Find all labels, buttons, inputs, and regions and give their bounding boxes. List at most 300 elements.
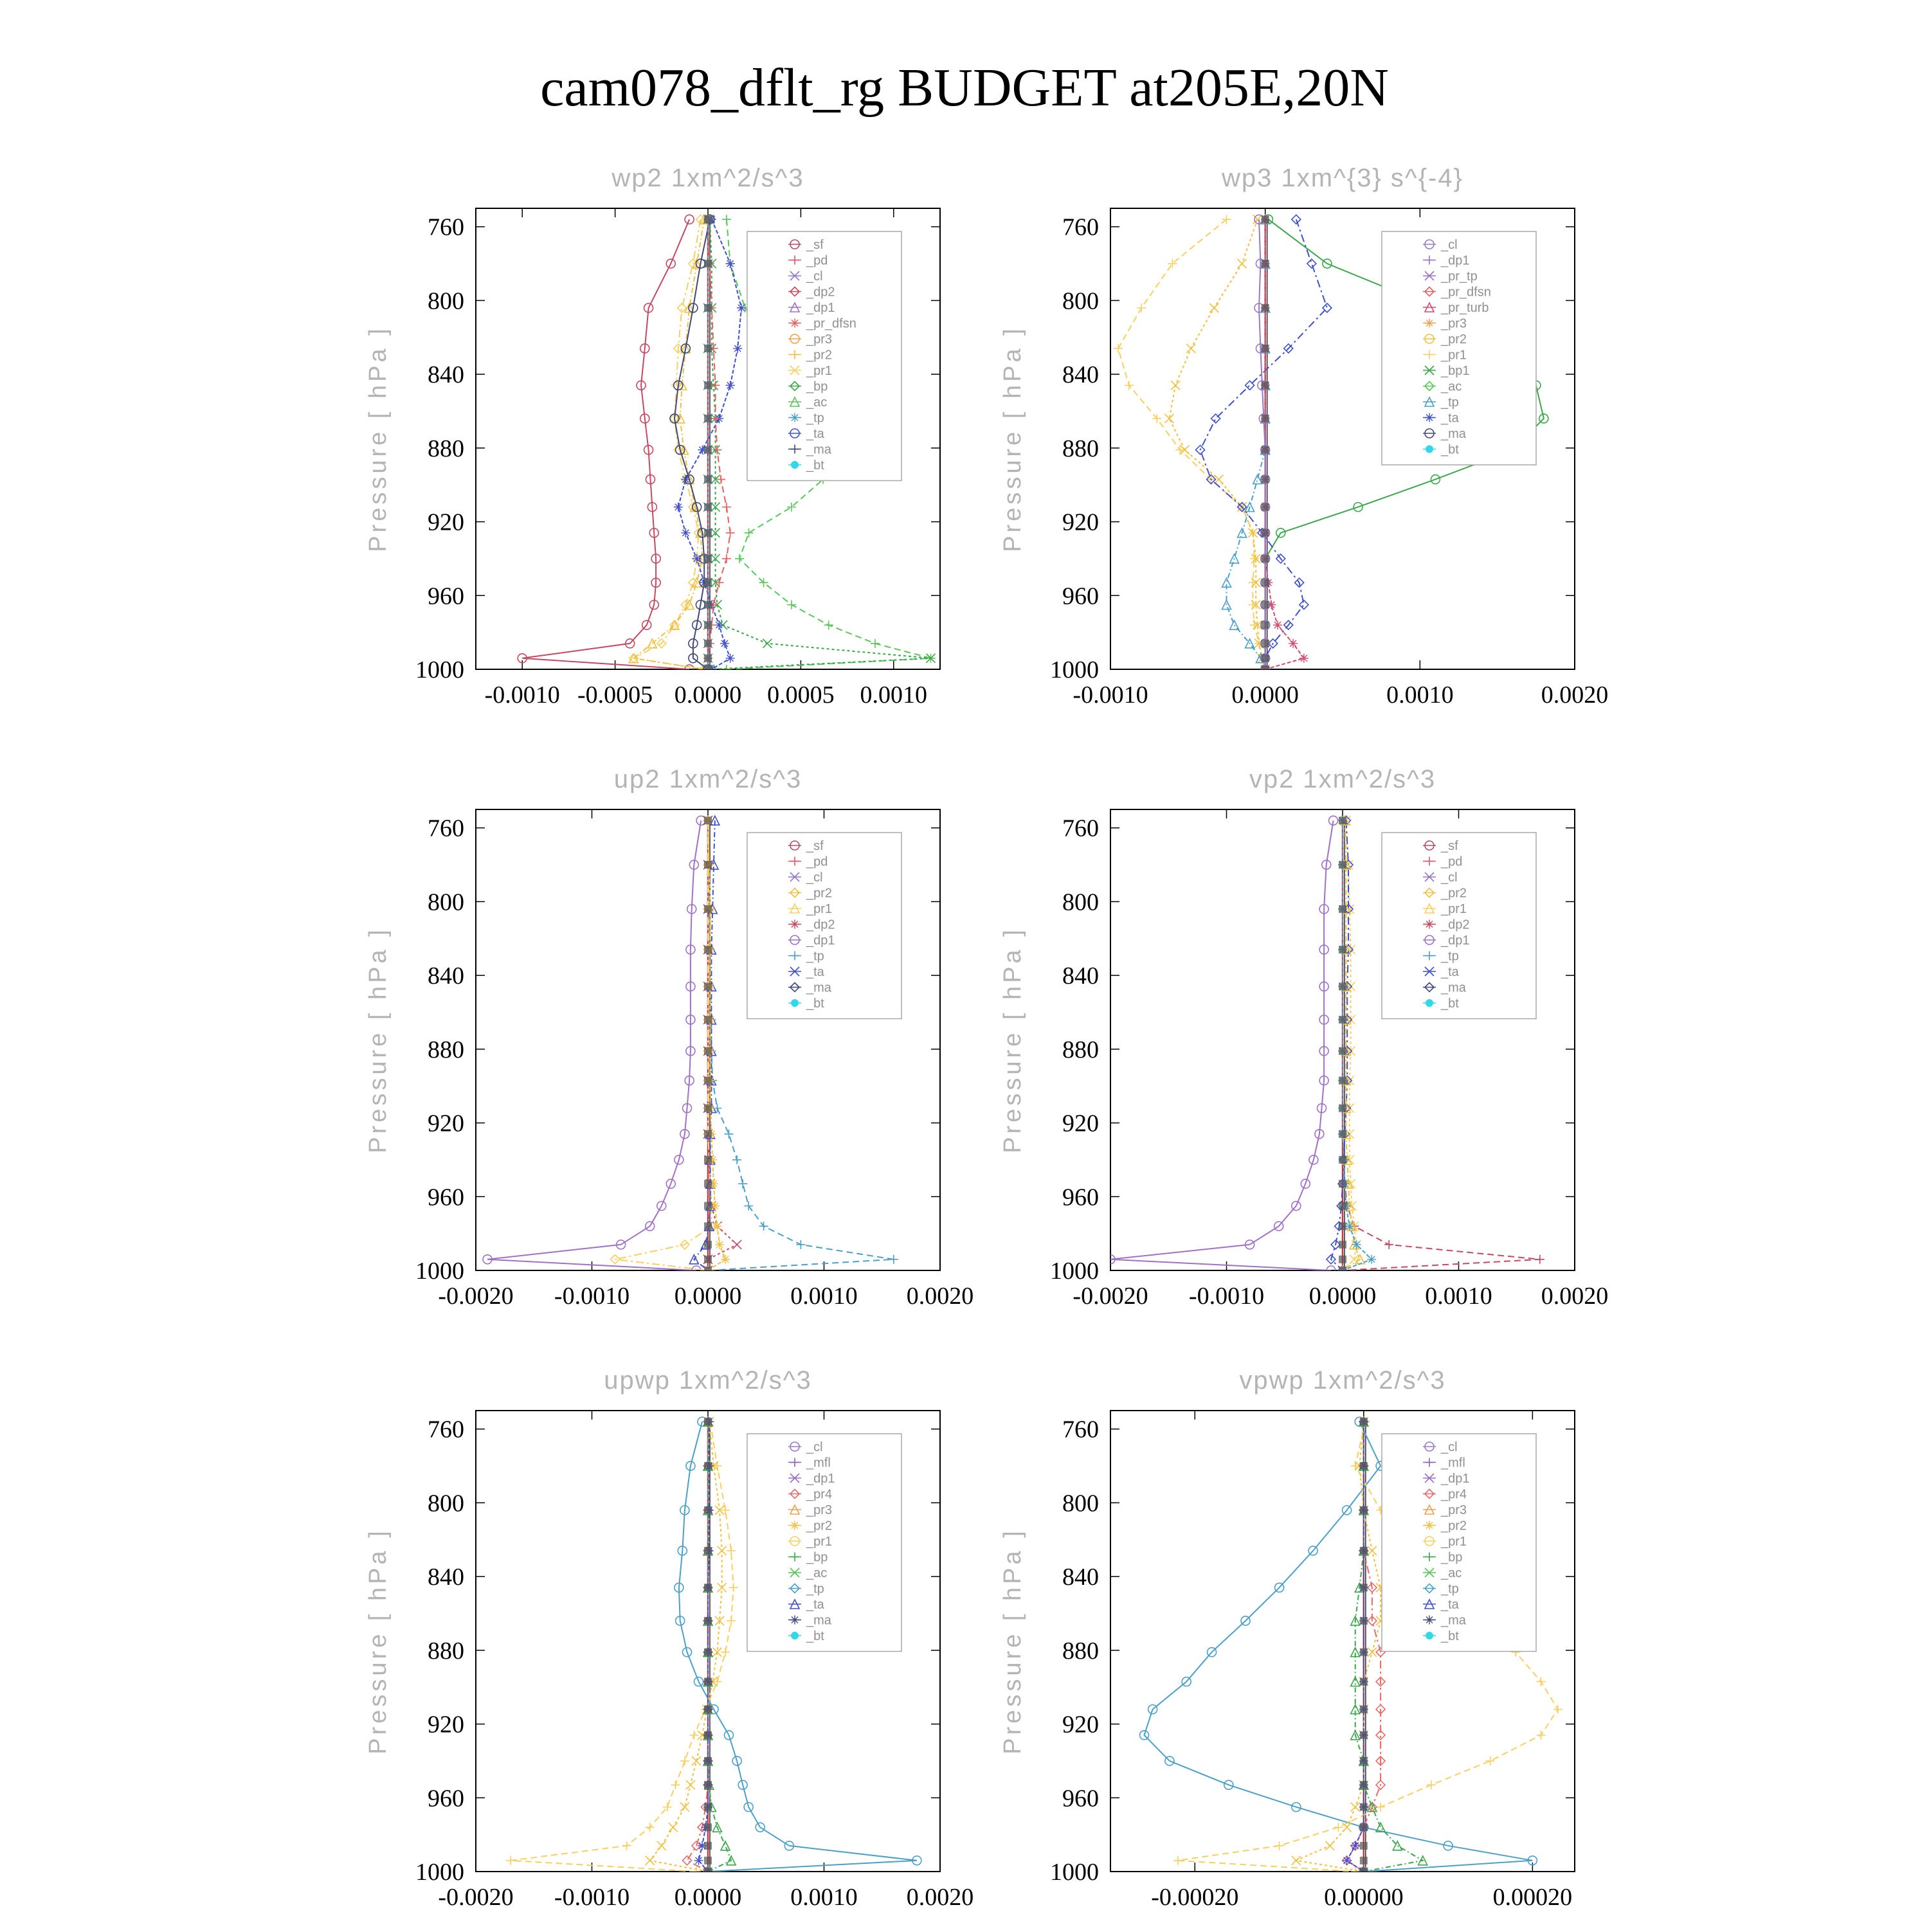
y-tick-label: 800: [1062, 1490, 1099, 1517]
stacked-zero-marker: [704, 476, 712, 483]
data-point-ta: [737, 303, 746, 312]
y-tick-label: 880: [1062, 1036, 1099, 1063]
y-tick-label: 760: [428, 213, 464, 241]
data-point-ta: [694, 1856, 703, 1865]
panel-title: wp3 1xm^{3} s^{-4}: [1222, 164, 1463, 192]
x-tick-label: 0.0010: [790, 1283, 858, 1310]
legend-marker: [790, 1521, 799, 1530]
data-point-dp2: [1535, 1255, 1544, 1264]
legend-entry: _tp: [1441, 1582, 1459, 1596]
series-line-pr1: [1118, 219, 1265, 669]
data-point-pr1: [671, 1780, 680, 1789]
data-point-pr_dfsn: [722, 503, 731, 512]
stacked-zero-marker: [1262, 640, 1269, 647]
y-tick-label: 880: [1062, 1637, 1099, 1665]
data-point-pr1: [692, 1867, 701, 1876]
stacked-zero-marker: [1360, 1781, 1368, 1789]
data-point-pr1: [622, 1841, 631, 1850]
data-point-pr_turb: [1289, 639, 1298, 648]
stacked-zero-marker: [1360, 1584, 1368, 1591]
y-tick-label: 920: [428, 509, 464, 536]
panel-title: vpwp 1xm^2/s^3: [1239, 1366, 1446, 1395]
legend-marker: [1426, 1632, 1433, 1639]
y-tick-label: 880: [1062, 435, 1099, 462]
y-tick-label: 760: [428, 815, 464, 842]
data-point-pr2: [712, 1222, 721, 1231]
data-point-pr1: [1275, 1841, 1284, 1850]
legend-entry: _bt: [1441, 997, 1459, 1011]
data-point-pr1: [689, 1731, 698, 1740]
legend-marker: [1425, 413, 1434, 422]
stacked-zero-marker: [1262, 665, 1269, 673]
y-axis-label: Pressure [ hPa ]: [365, 325, 392, 552]
stacked-zero-marker: [704, 304, 712, 312]
stacked-zero-marker: [1262, 381, 1269, 389]
stacked-zero-marker: [704, 1077, 712, 1085]
stacked-zero-marker: [704, 1757, 712, 1765]
stacked-zero-marker: [704, 982, 712, 990]
legend-entry: _ac: [1441, 379, 1462, 394]
stacked-zero-marker: [1339, 1180, 1346, 1187]
legend-entry: _pr2: [1441, 1519, 1467, 1533]
legend-entry: _bp1: [1441, 364, 1470, 378]
y-axis-label: Pressure [ hPa ]: [365, 926, 392, 1153]
x-tick-label: -0.0020: [438, 1884, 514, 1911]
stacked-zero-marker: [704, 861, 712, 869]
legend-entry: _ta: [806, 965, 824, 979]
y-tick-label: 800: [428, 287, 464, 315]
legend-entry: _pr3: [806, 1503, 833, 1517]
data-point-pr1: [727, 1546, 736, 1555]
series-line-pr1: [634, 219, 705, 669]
stacked-zero-marker: [704, 345, 712, 352]
stacked-zero-marker: [1360, 1757, 1368, 1765]
stacked-zero-marker: [704, 1617, 712, 1625]
legend-entry: _bt: [1441, 1629, 1459, 1643]
legend-marker: [790, 920, 799, 929]
stacked-zero-marker: [704, 946, 712, 953]
legend-marker: [790, 413, 799, 422]
data-point-pr1: [1427, 1780, 1436, 1789]
x-tick-label: -0.0005: [577, 682, 653, 709]
legend-entry: _dp1: [806, 301, 835, 315]
data-point-ta: [1351, 1841, 1360, 1850]
data-point-ta: [1300, 600, 1309, 609]
stacked-zero-marker: [704, 1506, 712, 1514]
legend-entry: _dp2: [806, 917, 835, 932]
panel-6: [999, 1366, 1575, 1911]
stacked-zero-marker: [704, 1267, 712, 1274]
stacked-zero-marker: [704, 1047, 712, 1055]
panel-1: [365, 164, 940, 709]
stacked-zero-marker: [1339, 905, 1346, 913]
data-point-pr1: [721, 1648, 730, 1657]
legend-entry: _dp1: [1441, 253, 1470, 268]
legend-entry: _pr3: [1441, 316, 1467, 331]
legend-entry: _pr1: [1441, 1535, 1467, 1549]
stacked-zero-marker: [1339, 1241, 1346, 1249]
legend-entry: _mfl: [806, 1456, 831, 1470]
panel-5: [365, 1366, 974, 1911]
stacked-zero-marker: [1339, 946, 1346, 953]
y-tick-label: 960: [1062, 582, 1099, 610]
data-point-pr1: [680, 1756, 689, 1765]
legend-entry: _ac: [806, 395, 828, 410]
legend-entry: _pr4: [806, 1487, 833, 1502]
data-point-ac: [722, 665, 731, 674]
data-point-pr2: [680, 1803, 689, 1812]
x-tick-label: -0.00020: [1151, 1884, 1239, 1911]
series-line-dp2: [522, 219, 689, 669]
stacked-zero-marker: [1360, 1462, 1368, 1470]
panel-3: [365, 765, 974, 1310]
y-tick-label: 840: [1062, 361, 1099, 389]
data-point-ac: [735, 554, 744, 563]
x-tick-label: 0.0000: [1309, 1283, 1377, 1310]
data-point-ac: [745, 528, 754, 537]
data-point-pr2: [1368, 1648, 1377, 1657]
data-point-bp: [721, 1841, 730, 1850]
stacked-zero-marker: [1360, 1617, 1368, 1625]
data-point-pr2: [646, 1856, 655, 1865]
stacked-zero-marker: [1360, 1418, 1368, 1425]
stacked-zero-marker: [704, 503, 712, 511]
stacked-zero-marker: [704, 621, 712, 629]
legend-entry: _tp: [806, 949, 824, 964]
stacked-zero-marker: [704, 1584, 712, 1591]
legend-entry: _ma: [1441, 980, 1466, 995]
panel-4: [999, 765, 1608, 1310]
data-point-pr2: [657, 1841, 666, 1850]
legend-entry: _pr3: [806, 332, 833, 347]
data-point-pr2: [715, 1240, 724, 1249]
x-tick-label: 0.0010: [790, 1884, 858, 1911]
y-tick-label: 1000: [1050, 1258, 1099, 1285]
stacked-zero-marker: [1262, 655, 1269, 662]
legend-entry: _ma: [806, 980, 831, 995]
legend-entry: _ta: [1441, 411, 1459, 426]
data-point-ta: [674, 503, 683, 512]
data-point-pr1: [646, 1823, 655, 1832]
stacked-zero-marker: [1360, 1731, 1368, 1739]
x-tick-label: -0.0010: [554, 1884, 630, 1911]
stacked-zero-marker: [1360, 1678, 1368, 1686]
stacked-zero-marker: [704, 1241, 712, 1249]
data-point-pr1: [1351, 1461, 1360, 1470]
legend-entry: _ma: [1441, 1613, 1466, 1628]
legend-entry: _tp: [1441, 395, 1459, 410]
data-point-pr2: [686, 1780, 695, 1789]
stacked-zero-marker: [704, 1016, 712, 1024]
y-tick-label: 920: [1062, 1711, 1099, 1738]
stacked-zero-marker: [704, 215, 712, 223]
data-point-pr1: [1536, 1731, 1545, 1740]
legend-entry: _sf: [1441, 839, 1458, 853]
x-tick-label: 0.0000: [1231, 682, 1299, 709]
data-point-tp: [732, 1155, 741, 1164]
stacked-zero-marker: [1360, 1842, 1368, 1850]
legend-entry: _cl: [1441, 238, 1458, 252]
data-point-pr_turb: [1300, 654, 1309, 663]
x-tick-label: 0.0020: [906, 1283, 974, 1310]
data-point-pr2: [1325, 1841, 1334, 1850]
legend-entry: _ta: [806, 427, 824, 441]
legend-marker: [791, 999, 799, 1007]
y-axis-label: Pressure [ hPa ]: [365, 1528, 392, 1755]
legend-marker: [791, 1632, 799, 1639]
x-tick-label: 0.0020: [1541, 1283, 1609, 1310]
legend-entry: _cl: [806, 269, 823, 284]
stacked-zero-marker: [1360, 1648, 1368, 1656]
data-point-pr1: [1125, 381, 1134, 390]
stacked-zero-marker: [704, 1105, 712, 1112]
x-tick-label: 0.0010: [1386, 682, 1454, 709]
stacked-zero-marker: [1339, 1077, 1346, 1085]
y-axis-label: Pressure [ hPa ]: [999, 1528, 1026, 1755]
data-point-tp: [796, 1240, 805, 1249]
data-point-dp2: [685, 215, 694, 224]
stacked-zero-marker: [704, 905, 712, 913]
stacked-zero-marker: [704, 665, 712, 673]
data-point-ta: [681, 528, 690, 537]
data-point-dp2: [1384, 1240, 1393, 1249]
legend-entry: _cl: [806, 871, 823, 885]
stacked-zero-marker: [704, 446, 712, 454]
data-point-ac: [787, 600, 796, 609]
legend-entry: _dp1: [1441, 1472, 1470, 1486]
y-tick-label: 960: [1062, 1184, 1099, 1211]
stacked-zero-marker: [704, 1648, 712, 1656]
stacked-zero-marker: [704, 817, 712, 824]
legend-entry: _ma: [806, 442, 831, 457]
stacked-zero-marker: [704, 1462, 712, 1470]
legend-entry: _ac: [1441, 1566, 1462, 1580]
stacked-zero-marker: [704, 1868, 712, 1875]
data-point-tp: [738, 1179, 747, 1188]
y-tick-label: 1000: [415, 1258, 464, 1285]
legend-entry: _pr_turb: [1441, 301, 1489, 315]
data-point-pr1: [1250, 554, 1259, 563]
data-point-pr2: [718, 1546, 727, 1555]
y-tick-label: 880: [428, 435, 464, 462]
legend-entry: _pr2: [1441, 886, 1467, 901]
series-line-pr2: [1170, 219, 1265, 669]
x-tick-label: 0.0000: [674, 682, 742, 709]
legend-marker: [1425, 920, 1434, 929]
data-point-pr2: [1343, 1823, 1352, 1832]
y-tick-label: 760: [428, 1416, 464, 1443]
legend-entry: _ta: [806, 1598, 824, 1612]
x-tick-label: -0.0020: [438, 1283, 514, 1310]
stacked-zero-marker: [704, 1678, 712, 1686]
stacked-zero-marker: [1339, 1267, 1346, 1274]
stacked-zero-marker: [704, 1130, 712, 1138]
data-point-pr1: [1536, 1677, 1545, 1686]
x-tick-label: -0.0010: [554, 1283, 630, 1310]
data-point-ta: [726, 381, 735, 390]
stacked-zero-marker: [704, 381, 712, 389]
data-point-pr2: [1171, 381, 1180, 390]
legend-marker: [1426, 446, 1433, 453]
data-point-ta: [1307, 259, 1316, 268]
x-tick-label: 0.0010: [860, 682, 928, 709]
stacked-zero-marker: [1262, 304, 1269, 312]
x-tick-label: 0.00000: [1324, 1884, 1404, 1911]
stacked-zero-marker: [704, 1706, 712, 1713]
data-point-ac: [871, 639, 880, 648]
y-tick-label: 800: [428, 889, 464, 916]
stacked-zero-marker: [704, 1547, 712, 1555]
series-line-pr1: [511, 1422, 734, 1872]
stacked-zero-marker: [704, 579, 712, 586]
data-point-tp: [889, 1255, 898, 1264]
y-tick-label: 920: [428, 1110, 464, 1137]
data-point-ta: [726, 259, 735, 268]
data-point-pr1: [506, 1856, 515, 1865]
stacked-zero-marker: [704, 1156, 712, 1164]
data-point-pr_dfsn: [726, 528, 735, 537]
data-point-pr2: [1186, 344, 1195, 353]
y-axis-label: Pressure [ hPa ]: [999, 926, 1026, 1153]
y-tick-label: 800: [428, 1490, 464, 1517]
y-tick-label: 960: [428, 1785, 464, 1812]
y-tick-label: 960: [428, 1184, 464, 1211]
stacked-zero-marker: [704, 640, 712, 647]
y-tick-label: 800: [1062, 889, 1099, 916]
legend-marker: [1426, 999, 1433, 1007]
stacked-zero-marker: [1339, 982, 1346, 990]
stacked-zero-marker: [704, 1731, 712, 1739]
legend-entry: _pr4: [1441, 1487, 1467, 1502]
legend-entry: _pr1: [1441, 902, 1467, 916]
stacked-zero-marker: [1360, 1803, 1368, 1811]
legend-entry: _bp: [806, 1550, 828, 1565]
legend-entry: _dp2: [806, 285, 835, 300]
x-tick-label: 0.0020: [906, 1884, 974, 1911]
y-tick-label: 760: [1062, 1416, 1099, 1443]
data-point-pr_dfsn: [716, 475, 725, 484]
stacked-zero-marker: [704, 415, 712, 422]
legend-entry: _bt: [806, 458, 824, 473]
data-point-pr2: [1351, 1803, 1360, 1812]
panel-2: [999, 164, 1608, 709]
legend-entry: _pr2: [806, 1519, 833, 1533]
legend-entry: _pr_dfsn: [1441, 285, 1491, 300]
legend-entry: _dp2: [1441, 917, 1470, 932]
stacked-zero-marker: [1339, 1130, 1346, 1138]
stacked-zero-marker: [704, 1256, 712, 1263]
data-point-ta: [1343, 1856, 1352, 1865]
y-tick-label: 760: [1062, 213, 1099, 241]
stacked-zero-marker: [1339, 817, 1346, 824]
stacked-zero-marker: [1262, 621, 1269, 629]
legend-entry: _ta: [1441, 1598, 1459, 1612]
legend-entry: _ma: [1441, 427, 1466, 441]
stacked-zero-marker: [704, 601, 712, 609]
legend-marker: [790, 319, 799, 328]
stacked-zero-marker: [1360, 1868, 1368, 1875]
legend-entry: _pd: [1441, 854, 1463, 869]
stacked-zero-marker: [704, 1202, 712, 1210]
x-tick-label: 0.00020: [1492, 1884, 1573, 1911]
data-point-pr1: [1137, 303, 1146, 312]
data-point-pr1: [1175, 446, 1184, 455]
panel-title: wp2 1xm^2/s^3: [611, 164, 804, 192]
data-point-pr4: [683, 1856, 692, 1865]
stacked-zero-marker: [704, 1781, 712, 1789]
stacked-zero-marker: [1339, 1256, 1346, 1263]
stacked-zero-marker: [704, 1842, 712, 1850]
data-point-ac: [722, 215, 731, 224]
data-point-pr2: [1238, 259, 1247, 268]
y-tick-label: 960: [1062, 1785, 1099, 1812]
stacked-zero-marker: [704, 1418, 712, 1425]
stacked-zero-marker: [704, 555, 712, 563]
legend-entry: _pr2: [806, 886, 833, 901]
stacked-zero-marker: [1262, 476, 1269, 483]
stacked-zero-marker: [704, 1222, 712, 1230]
series-line-pr2: [634, 219, 705, 669]
stacked-zero-marker: [1339, 1105, 1346, 1112]
legend-entry: _bt: [806, 997, 824, 1011]
stacked-zero-marker: [1262, 529, 1269, 537]
legend-entry: _pr2: [806, 348, 833, 363]
stacked-zero-marker: [1339, 861, 1346, 869]
data-point-pr2: [669, 1823, 678, 1832]
y-tick-label: 840: [1062, 962, 1099, 990]
legend-entry: _pr1: [1441, 348, 1467, 363]
y-tick-label: 800: [1062, 287, 1099, 315]
legend-marker: [1425, 319, 1434, 328]
data-point-pr2: [1368, 1546, 1377, 1555]
stacked-zero-marker: [1262, 446, 1269, 454]
y-tick-label: 1000: [415, 656, 464, 683]
stacked-zero-marker: [1339, 1222, 1346, 1230]
stacked-zero-marker: [1339, 1156, 1346, 1164]
legend-entry: _mfl: [1441, 1456, 1465, 1470]
legend-entry: _sf: [806, 839, 824, 853]
data-point-pr_dfsn: [722, 554, 731, 563]
stacked-zero-marker: [1262, 579, 1269, 586]
stacked-zero-marker: [1262, 215, 1269, 223]
data-point-ta: [720, 639, 729, 648]
data-point-pr1: [1486, 1756, 1495, 1765]
data-point-dp2: [732, 1240, 741, 1249]
legend-entry: _dp1: [1441, 934, 1470, 948]
legend-marker: [1425, 1521, 1434, 1530]
y-tick-label: 760: [1062, 815, 1099, 842]
legend-entry: _pr_tp: [1441, 269, 1478, 284]
data-point-pr1: [729, 1583, 738, 1592]
legend-entry: _pr1: [806, 1535, 833, 1549]
legend-entry: _dp1: [806, 1472, 835, 1486]
stacked-zero-marker: [1262, 555, 1269, 563]
y-tick-label: 840: [1062, 1564, 1099, 1591]
stacked-zero-marker: [1360, 1706, 1368, 1713]
legend-entry: _bp: [1441, 1550, 1463, 1565]
legend-entry: _pr_dfsn: [806, 316, 856, 331]
data-point-ta: [726, 654, 735, 663]
legend-entry: _tp: [1441, 949, 1459, 964]
stacked-zero-marker: [1360, 1547, 1368, 1555]
stacked-zero-marker: [704, 529, 712, 537]
x-tick-label: 0.0000: [674, 1283, 742, 1310]
legend-entry: _ta: [1441, 965, 1459, 979]
y-tick-label: 1000: [1050, 1859, 1099, 1886]
y-tick-label: 880: [428, 1036, 464, 1063]
stacked-zero-marker: [1339, 1202, 1346, 1210]
y-tick-label: 880: [428, 1637, 464, 1665]
